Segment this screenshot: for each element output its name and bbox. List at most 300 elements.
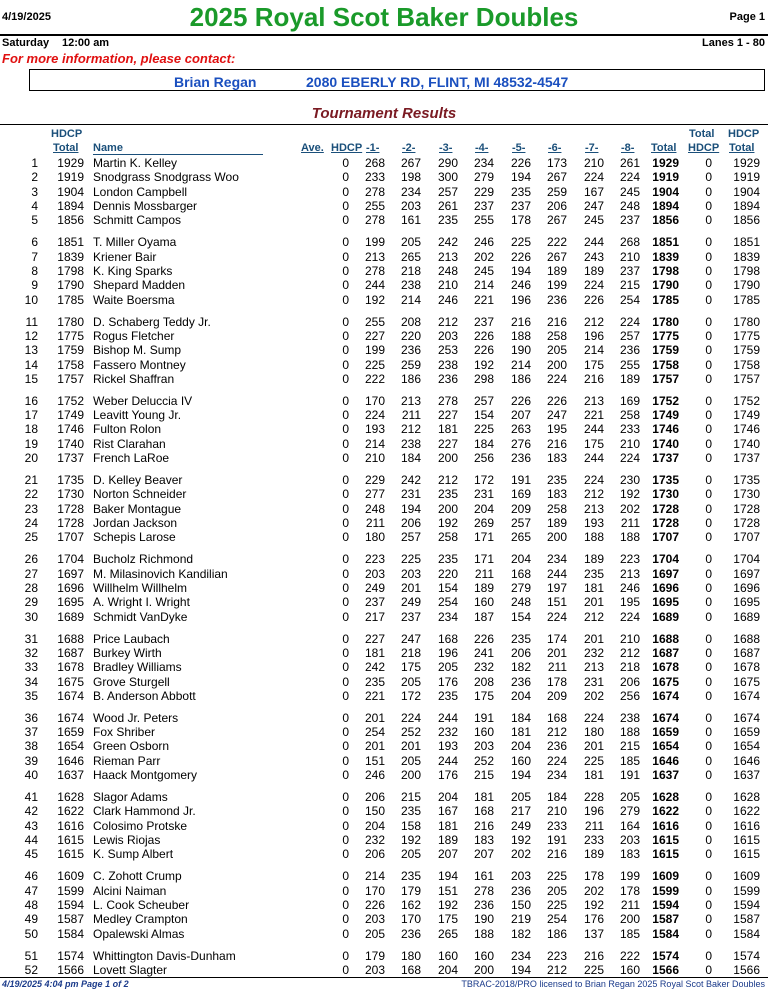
col-game-1: -1-	[366, 142, 380, 154]
cell-game-5: 235	[510, 631, 531, 646]
cell-hdcp-total: 1758	[57, 357, 84, 372]
cell-team-name: Whittington Davis-Dunham	[93, 948, 236, 963]
cell-game-8: 189	[619, 371, 640, 386]
cell-final-total: 1594	[733, 897, 760, 912]
cell-hdcp: 0	[342, 645, 349, 660]
cell-game-5: 191	[510, 473, 531, 487]
cell-game-7: 196	[583, 804, 604, 819]
cell-final-total: 1689	[733, 609, 760, 624]
cell-game-6: 233	[546, 818, 567, 833]
cell-total: 1587	[652, 912, 679, 927]
cell-game-3: 235	[437, 213, 458, 228]
col-hdcp-total-label: HDCP	[51, 128, 83, 140]
cell-rank: 23	[24, 501, 38, 516]
event-time: 12:00 am	[62, 37, 110, 49]
cell-total: 1728	[652, 501, 679, 516]
cell-game-8: 210	[619, 631, 640, 646]
cell-total-hdcp: 0	[705, 847, 712, 862]
cell-hdcp-total: 1628	[57, 790, 84, 804]
cell-game-4: 246	[473, 235, 494, 250]
cell-total: 1894	[652, 199, 679, 214]
cell-game-1: 179	[364, 948, 385, 963]
cell-total: 1574	[652, 948, 679, 963]
cell-game-2: 198	[400, 170, 421, 185]
cell-rank: 9	[31, 278, 38, 293]
cell-final-total: 1637	[733, 768, 760, 783]
cell-total-hdcp: 0	[705, 962, 712, 977]
cell-team-name: Waite Boersma	[93, 292, 175, 307]
cell-final-total: 1654	[733, 739, 760, 754]
cell-game-3: 258	[437, 530, 458, 545]
cell-total: 1919	[652, 170, 679, 185]
cell-total: 1695	[652, 595, 679, 610]
cell-game-5: 194	[510, 962, 531, 977]
cell-hdcp-total: 1587	[57, 912, 84, 927]
cell-rank: 33	[24, 660, 38, 675]
cell-game-6: 216	[546, 436, 567, 451]
cell-game-5: 276	[510, 436, 531, 451]
cell-game-7: 235	[583, 566, 604, 581]
cell-game-1: 180	[364, 530, 385, 545]
cell-game-7: 216	[583, 371, 604, 386]
cell-hdcp-total: 1609	[57, 869, 84, 884]
cell-game-5: 246	[510, 278, 531, 293]
cell-rank: 4	[31, 199, 38, 214]
cell-game-2: 194	[400, 501, 421, 516]
cell-game-1: 214	[364, 436, 385, 451]
cell-total-hdcp: 0	[705, 595, 712, 610]
cell-hdcp-total: 1646	[57, 753, 84, 768]
cell-game-4: 298	[473, 371, 494, 386]
cell-game-3: 244	[437, 753, 458, 768]
cell-final-total: 1628	[733, 790, 760, 804]
cell-game-8: 230	[619, 473, 640, 487]
cell-game-7: 244	[583, 451, 604, 466]
report-title: 2025 Royal Scot Baker Doubles	[189, 2, 579, 32]
cell-game-7: 212	[583, 609, 604, 624]
cell-total-hdcp: 0	[705, 170, 712, 185]
cell-game-8: 237	[619, 263, 640, 278]
cell-game-6: 216	[546, 847, 567, 862]
cell-hdcp-total: 1566	[57, 962, 84, 977]
cell-game-6: 224	[546, 609, 567, 624]
cell-game-2: 249	[400, 595, 421, 610]
cell-hdcp: 0	[342, 292, 349, 307]
cell-game-5: 182	[510, 926, 531, 941]
cell-final-total: 1615	[733, 847, 760, 862]
cell-total: 1737	[652, 451, 679, 466]
cell-game-5: 178	[510, 213, 531, 228]
cell-game-1: 210	[364, 451, 385, 466]
cell-game-8: 212	[619, 645, 640, 660]
cell-game-6: 201	[546, 645, 567, 660]
cell-hdcp-total: 1775	[57, 328, 84, 343]
cell-total-hdcp: 0	[705, 566, 712, 581]
cell-game-5: 204	[510, 552, 531, 567]
cell-total-hdcp: 0	[705, 926, 712, 941]
cell-hdcp: 0	[342, 170, 349, 185]
cell-game-7: 188	[583, 530, 604, 545]
cell-game-2: 186	[400, 371, 421, 386]
cell-team-name: D. Kelley Beaver	[93, 473, 183, 487]
cell-game-2: 212	[400, 422, 421, 437]
cell-game-6: 234	[546, 552, 567, 567]
cell-game-6: 212	[546, 725, 567, 740]
cell-rank: 27	[24, 566, 38, 581]
col-game-8: -8-	[621, 142, 635, 154]
cell-game-1: 203	[364, 566, 385, 581]
cell-game-1: 214	[364, 869, 385, 884]
cell-rank: 8	[31, 263, 38, 278]
contact-address: 2080 EBERLY RD, FLINT, MI 48532-4547	[306, 74, 569, 90]
cell-total-hdcp: 0	[705, 278, 712, 293]
cell-team-name: Norton Schneider	[93, 487, 187, 502]
cell-hdcp: 0	[342, 883, 349, 898]
cell-game-4: 189	[473, 581, 494, 595]
cell-total-hdcp: 0	[705, 473, 712, 487]
cell-game-2: 235	[400, 869, 421, 884]
cell-game-8: 245	[619, 184, 640, 199]
cell-game-5: 205	[510, 790, 531, 804]
col-hdcp-total-label-2: Total	[53, 142, 79, 154]
cell-game-5: 188	[510, 328, 531, 343]
cell-total-hdcp: 0	[705, 804, 712, 819]
cell-game-8: 185	[619, 753, 640, 768]
cell-game-2: 236	[400, 343, 421, 358]
cell-game-2: 236	[400, 926, 421, 941]
cell-total-hdcp: 0	[705, 869, 712, 884]
cell-game-6: 168	[546, 710, 567, 725]
cell-game-5: 216	[510, 314, 531, 329]
cell-game-1: 217	[364, 609, 385, 624]
cell-game-3: 232	[437, 725, 458, 740]
cell-game-4: 200	[473, 962, 494, 977]
cell-game-5: 217	[510, 804, 531, 819]
cell-game-1: 224	[364, 408, 385, 423]
cell-hdcp: 0	[342, 926, 349, 941]
cell-game-1: 254	[364, 725, 385, 740]
table-top-divider	[0, 124, 768, 125]
cell-game-8: 210	[619, 249, 640, 264]
cell-team-name: Fox Shriber	[93, 725, 156, 740]
cell-game-5: 209	[510, 501, 531, 516]
col-game-7: -7-	[585, 142, 599, 154]
cell-rank: 41	[24, 790, 38, 804]
cell-rank: 51	[24, 948, 38, 963]
cell-team-name: Fulton Rolon	[93, 422, 162, 437]
cell-game-7: 175	[583, 357, 604, 372]
cell-total: 1740	[652, 436, 679, 451]
cell-game-2: 234	[400, 184, 421, 199]
cell-rank: 20	[24, 451, 38, 466]
cell-game-2: 267	[400, 156, 421, 170]
cell-total: 1839	[652, 249, 679, 264]
cell-game-6: 247	[546, 408, 567, 423]
cell-team-name: Shepard Madden	[93, 278, 186, 293]
cell-game-1: 201	[364, 710, 385, 725]
cell-game-8: 191	[619, 768, 640, 783]
cell-game-3: 257	[437, 184, 458, 199]
cell-game-6: 183	[546, 487, 567, 502]
cell-total: 1594	[652, 897, 679, 912]
cell-game-4: 225	[473, 422, 494, 437]
cell-game-2: 203	[400, 566, 421, 581]
cell-game-3: 203	[437, 328, 458, 343]
cell-rank: 31	[24, 631, 38, 646]
col-game-6: -6-	[548, 142, 562, 154]
cell-total: 1615	[652, 833, 679, 847]
cell-game-4: 241	[473, 645, 494, 660]
cell-hdcp-total: 1637	[57, 768, 84, 783]
cell-hdcp-total: 1740	[57, 436, 84, 451]
cell-final-total: 1646	[733, 753, 760, 768]
cell-rank: 7	[31, 249, 38, 264]
cell-game-8: 238	[619, 710, 640, 725]
cell-total-hdcp: 0	[705, 371, 712, 386]
cell-hdcp: 0	[342, 314, 349, 329]
cell-total-hdcp: 0	[705, 422, 712, 437]
cell-hdcp: 0	[342, 912, 349, 927]
cell-game-1: 249	[364, 581, 385, 595]
cell-game-2: 192	[400, 833, 421, 847]
cell-game-5: 150	[510, 897, 531, 912]
cell-game-7: 201	[583, 739, 604, 754]
cell-rank: 21	[24, 473, 38, 487]
cell-game-5: 168	[510, 566, 531, 581]
cell-hdcp: 0	[342, 710, 349, 725]
cell-game-1: 170	[364, 393, 385, 408]
cell-game-1: 237	[364, 595, 385, 610]
cell-game-6: 234	[546, 768, 567, 783]
cell-team-name: L. Cook Scheuber	[93, 897, 190, 912]
cell-game-6: 211	[547, 660, 567, 675]
cell-rank: 3	[31, 184, 38, 199]
cell-game-8: 256	[619, 688, 640, 703]
cell-hdcp-total: 1697	[57, 566, 84, 581]
cell-game-1: 222	[364, 371, 385, 386]
cell-game-6: 258	[546, 328, 567, 343]
cell-game-3: 278	[437, 393, 458, 408]
cell-team-name: Willhelm Willhelm	[93, 581, 188, 595]
cell-hdcp: 0	[342, 595, 349, 610]
cell-game-8: 222	[619, 948, 640, 963]
cell-game-7: 213	[583, 501, 604, 516]
cell-game-4: 184	[473, 436, 494, 451]
col-total-hdcp-label-2: HDCP	[688, 142, 720, 154]
cell-total-hdcp: 0	[705, 725, 712, 740]
cell-game-6: 216	[546, 314, 567, 329]
cell-game-2: 172	[400, 688, 421, 703]
cell-hdcp: 0	[342, 897, 349, 912]
cell-hdcp-total: 1728	[57, 501, 84, 516]
cell-final-total: 1780	[733, 314, 760, 329]
cell-hdcp-total: 1688	[57, 631, 84, 646]
cell-hdcp: 0	[342, 631, 349, 646]
cell-game-3: 290	[437, 156, 458, 170]
cell-hdcp-total: 1785	[57, 292, 84, 307]
cell-game-5: 226	[510, 393, 531, 408]
cell-game-5: 214	[510, 357, 531, 372]
cell-team-name: Schmitt Campos	[93, 213, 182, 228]
cell-game-1: 206	[364, 790, 385, 804]
cell-game-2: 203	[400, 199, 421, 214]
cell-game-7: 228	[583, 790, 604, 804]
cell-game-4: 252	[473, 753, 494, 768]
cell-game-8: 178	[619, 883, 640, 898]
col-final-total-label-2: Total	[729, 142, 755, 154]
cell-game-5: 182	[510, 660, 531, 675]
cell-game-5: 257	[510, 516, 531, 530]
cell-total: 1599	[652, 883, 679, 898]
cell-game-4: 229	[473, 184, 494, 199]
cell-game-4: 175	[473, 688, 494, 703]
cell-rank: 1	[31, 156, 38, 170]
cell-team-name: Price Laubach	[93, 631, 170, 646]
cell-hdcp: 0	[342, 501, 349, 516]
col-name: Name	[93, 142, 263, 155]
cell-total-hdcp: 0	[705, 343, 712, 358]
cell-rank: 24	[24, 516, 38, 530]
cell-game-6: 254	[546, 912, 567, 927]
cell-game-5: 202	[510, 847, 531, 862]
cell-final-total: 1704	[733, 552, 760, 567]
cell-rank: 50	[24, 926, 38, 941]
cell-game-4: 215	[473, 768, 494, 783]
col-game-3: -3-	[439, 142, 453, 154]
cell-total-hdcp: 0	[705, 948, 712, 963]
cell-hdcp-total: 1615	[57, 833, 84, 847]
cell-game-2: 180	[400, 948, 421, 963]
cell-hdcp: 0	[342, 408, 349, 423]
cell-game-3: 238	[437, 357, 458, 372]
cell-rank: 6	[31, 235, 38, 250]
cell-hdcp: 0	[342, 804, 349, 819]
lanes-info: Lanes 1 - 80	[702, 37, 765, 49]
cell-final-total: 1737	[733, 451, 760, 466]
cell-hdcp-total: 1675	[57, 674, 84, 689]
cell-game-5: 204	[510, 688, 531, 703]
cell-game-4: 188	[473, 926, 494, 941]
cell-rank: 48	[24, 897, 38, 912]
cell-hdcp-total: 1622	[57, 804, 84, 819]
cell-game-2: 208	[400, 314, 421, 329]
cell-game-3: 168	[437, 631, 458, 646]
cell-hdcp-total: 1798	[57, 263, 84, 278]
cell-game-8: 164	[619, 818, 640, 833]
cell-game-5: 249	[510, 818, 531, 833]
cell-game-5: 154	[510, 609, 531, 624]
cell-game-2: 205	[400, 847, 421, 862]
cell-total-hdcp: 0	[705, 249, 712, 264]
cell-hdcp-total: 1746	[57, 422, 84, 437]
cell-total: 1566	[652, 962, 679, 977]
cell-team-name: C. Zohott Crump	[93, 869, 182, 884]
cell-hdcp-total: 1654	[57, 739, 84, 754]
cell-rank: 42	[24, 804, 38, 819]
cell-total: 1697	[652, 566, 679, 581]
cell-rank: 29	[24, 595, 38, 610]
cell-game-1: 278	[364, 213, 385, 228]
page-number: Page 1	[729, 11, 765, 23]
cell-game-1: 170	[364, 883, 385, 898]
cell-total: 1757	[652, 371, 679, 386]
cell-total-hdcp: 0	[705, 199, 712, 214]
cell-rank: 10	[24, 292, 38, 307]
cell-total-hdcp: 0	[705, 501, 712, 516]
cell-rank: 18	[24, 422, 38, 437]
cell-game-8: 257	[619, 328, 640, 343]
cell-hdcp-total: 1919	[57, 170, 84, 185]
cell-game-8: 210	[619, 436, 640, 451]
cell-final-total: 1758	[733, 357, 760, 372]
cell-final-total: 1574	[733, 948, 760, 963]
cell-final-total: 1616	[733, 818, 760, 833]
cell-final-total: 1584	[733, 926, 760, 941]
cell-team-name: Opalewski Almas	[93, 926, 185, 941]
cell-rank: 30	[24, 609, 38, 624]
cell-hdcp-total: 1839	[57, 249, 84, 264]
cell-game-1: 192	[364, 292, 385, 307]
cell-game-6: 205	[546, 883, 567, 898]
cell-game-2: 206	[400, 516, 421, 530]
cell-game-2: 211	[401, 408, 421, 423]
cell-game-2: 184	[400, 451, 421, 466]
cell-game-4: 160	[473, 948, 494, 963]
cell-game-6: 199	[546, 278, 567, 293]
cell-hdcp: 0	[342, 660, 349, 675]
cell-final-total: 1695	[733, 595, 760, 610]
cell-game-1: 229	[364, 473, 385, 487]
cell-game-3: 196	[437, 645, 458, 660]
cell-game-4: 171	[473, 552, 494, 567]
cell-game-7: 137	[583, 926, 604, 941]
cell-hdcp-total: 1659	[57, 725, 84, 740]
cell-game-5: 169	[510, 487, 531, 502]
cell-team-name: Grove Sturgell	[93, 674, 170, 689]
cell-game-7: 178	[583, 869, 604, 884]
cell-game-2: 242	[400, 473, 421, 487]
cell-game-6: 225	[546, 897, 567, 912]
cell-game-2: 238	[400, 436, 421, 451]
cell-game-8: 233	[619, 422, 640, 437]
cell-hdcp: 0	[342, 516, 349, 530]
cell-game-1: 206	[364, 847, 385, 862]
cell-game-6: 210	[546, 804, 567, 819]
cell-total-hdcp: 0	[705, 912, 712, 927]
cell-hdcp: 0	[342, 768, 349, 783]
cell-game-6: 267	[546, 213, 567, 228]
cell-game-1: 193	[364, 422, 385, 437]
col-final-total-label: HDCP	[728, 128, 760, 140]
cell-game-1: 242	[364, 660, 385, 675]
cell-team-name: Schmidt VanDyke	[93, 609, 188, 624]
cell-hdcp-total: 1674	[57, 688, 84, 703]
cell-hdcp: 0	[342, 371, 349, 386]
cell-game-7: 189	[583, 263, 604, 278]
cell-team-name: Rieman Parr	[93, 753, 161, 768]
cell-game-2: 205	[400, 753, 421, 768]
cell-game-3: 265	[437, 926, 458, 941]
cell-final-total: 1728	[733, 501, 760, 516]
cell-total-hdcp: 0	[705, 530, 712, 545]
cell-game-6: 183	[546, 451, 567, 466]
cell-game-7: 233	[583, 833, 604, 847]
cell-game-7: 167	[583, 184, 604, 199]
cell-game-7: 193	[583, 516, 604, 530]
cell-total: 1851	[652, 235, 679, 250]
cell-total: 1675	[652, 674, 679, 689]
cell-game-3: 213	[437, 249, 458, 264]
